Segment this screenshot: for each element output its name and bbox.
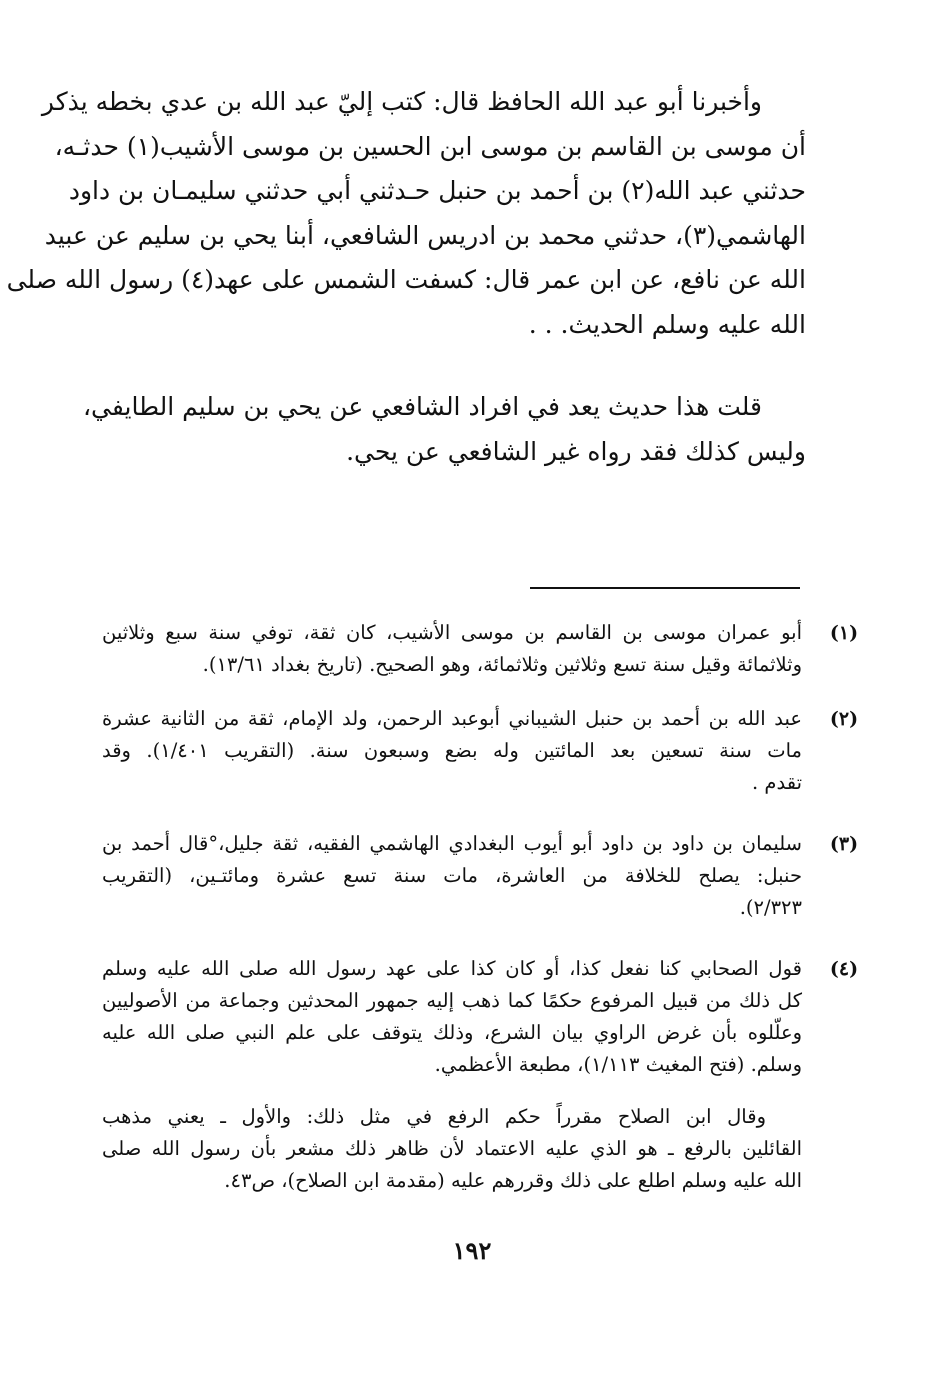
page-number: ١٩٢ bbox=[452, 1236, 492, 1265]
footnote-4-continuation bbox=[102, 1101, 802, 1197]
footnote-3 bbox=[102, 828, 859, 924]
comment-line: وليس كذلك فقد رواه غير الشافعي عن يحي. bbox=[346, 436, 806, 466]
footnote-line: قول الصحابي كنا نفعل كذا، أو كان كذا على عهد رسول الله صلى الله عليه وسلم bbox=[102, 957, 802, 980]
footnote-line: وعلّلوه بأن غرض الراوي بيان الشرع، وذلك يتوقف على علم النبي صلى الله عليه bbox=[102, 1021, 802, 1044]
footnote-line: مات سنة تسعين بعد المائتين وله بضع وسبعون سنة. (التقريب ١/٤٠١). وقد bbox=[102, 739, 802, 762]
footnote-2 bbox=[102, 703, 859, 799]
main-line: الله عن نافع، عن ابن عمر قال: كسفت الشمس على عهد(٤) رسول الله صلى bbox=[6, 265, 806, 294]
main-line: الله عليه وسلم الحديث. . . bbox=[528, 309, 806, 339]
author-comment bbox=[82, 385, 806, 474]
footnote-line: كل ذلك من قبيل المرفوع حكمًا كما ذهب إليه جمهور المحدثين وجماعة من الأصوليين bbox=[102, 989, 802, 1012]
main-line: أن موسى بن القاسم بن موسى ابن الحسين بن موسى الأشيب(١) حدثـه، bbox=[54, 131, 806, 161]
comment-line: قلت هذا حديث يعد في افراد الشافعي عن يحي بن سليم الطايفي، bbox=[82, 392, 762, 421]
footnote-1 bbox=[102, 617, 859, 681]
footnote-number: (٢) bbox=[829, 708, 859, 730]
main-line: حدثني عبد الله(٢) بن أحمد بن حنبل حـدثني أبي حدثني سليمـان بن داود bbox=[68, 176, 806, 205]
footnote-line: وقال ابن الصلاح مقرراً حكم الرفع في مثل ذلك: والأول ـ يعني مذهب bbox=[102, 1105, 766, 1128]
footnote-line: سليمان بن داود بن داود أبو أيوب البغدادي الهاشمي الفقيه، ثقة جليل،°قال أحمد بن bbox=[102, 832, 802, 855]
footnote-line: أبو عمران موسى بن القاسم بن موسى الأشيب، كان ثقة، توفي سنة سبع وثلاثين bbox=[102, 621, 802, 644]
footnote-4 bbox=[102, 953, 859, 1081]
footnote-line: وسلم. (فتح المغيث ١/١١٣)، مطبعة الأعظمي. bbox=[434, 1053, 802, 1076]
main-line: الهاشمي(٣)، حدثني محمد بن ادريس الشافعي، أبنا يحي بن سليم عن عبيد bbox=[44, 220, 806, 250]
footnote-number: (٣) bbox=[829, 833, 859, 855]
footnote-line: القائلين بالرفع ـ هو الذي عليه الاعتماد لأن ظاهر ذلك مشعر بأن رسول الله صلى bbox=[102, 1137, 802, 1160]
footnote-number: (١) bbox=[829, 622, 859, 644]
footnote-number: (٤) bbox=[829, 958, 859, 980]
footnote-separator bbox=[530, 587, 800, 589]
footnote-line: تقدم . bbox=[752, 771, 802, 794]
footnote-line: عبد الله بن أحمد بن حنبل الشيباني أبوعبد الرحمن، ولد الإمام، ثقة من الثانية عشرة bbox=[102, 707, 802, 730]
footnote-line: الله عليه وسلم اطلع على ذلك وقررهم عليه (مقدمة ابن الصلاح)، ص٤٣. bbox=[224, 1169, 802, 1192]
footnote-line: حنبل: يصلح للخلافة من العاشرة، مات سنة تسع عشرة ومائتـين، (التقريب bbox=[102, 864, 802, 887]
main-paragraph bbox=[6, 80, 806, 347]
main-line: وأخبرنا أبو عبد الله الحافظ قال: كتب إليّ عبد الله بن عدي بخطه يذكر bbox=[41, 87, 762, 116]
footnote-line: ٢/٣٢٣). bbox=[739, 896, 802, 919]
footnote-line: وثلاثمائة وقيل سنة تسع وثلاثين وثلاثمائة، وهو الصحيح. (تاريخ بغداد ١٣/٦١). bbox=[202, 653, 802, 676]
